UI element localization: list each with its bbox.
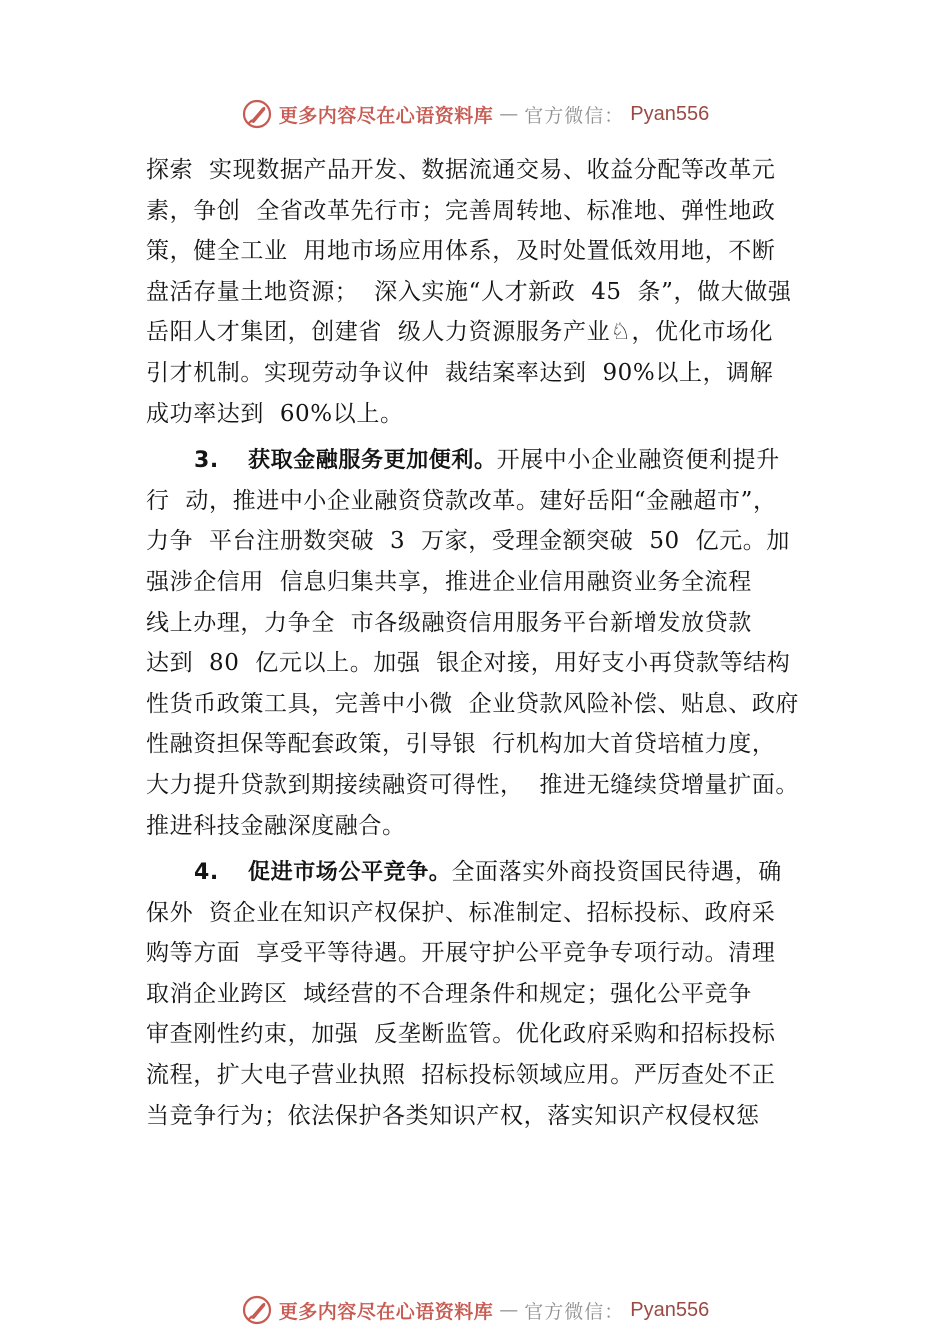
watermark-sub-text: 官方微信：: [524, 1300, 625, 1323]
header-watermark: [0, 96, 950, 132]
text-line: 岳阳人才集团，创建省 级人力资源服务产业♘，优化市场化: [146, 319, 774, 346]
text-line: 性货币政策工具，完善中小微 企业贷款风险补偿、贴息、政府: [146, 690, 800, 717]
document-body: [146, 150, 846, 1136]
text-line: 性融资担保等配套政策，引导银 行机构加大首贷培植力度，: [146, 731, 776, 758]
text-line: 当竞争行为；依法保护各类知识产权，落实知识产权侵权惩: [146, 1102, 760, 1129]
section-3-title: 获取金融服务更加便利。: [248, 448, 497, 474]
section-3-first-text: 开展中小企业融资便利提升: [496, 447, 780, 474]
text-line: 推进科技金融深度融合。: [146, 812, 406, 839]
text-line: 大力提升贷款到期接续融资可得性， 推进无缝续贷增量扩面。: [146, 771, 800, 798]
text-line: 成功率达到 60%以上。: [146, 400, 404, 427]
quill-logo-icon: [241, 98, 273, 130]
text-line: 取消企业跨区 域经营的不合理条件和规定；强化公平竞争: [146, 980, 752, 1007]
text-line: 引才机制。实现劳动争议仲 裁结案率达到 90%以上，调解: [146, 359, 774, 386]
section-4-first-text: 全面落实外商投资国民待遇，确: [451, 859, 782, 886]
watermark-wechat-id: Pyan556: [630, 1298, 710, 1321]
text-line: 行 动，推进中小企业融资贷款改革。建好岳阳“金融超市”，: [146, 487, 777, 514]
quill-logo-icon: [241, 1294, 273, 1326]
text-line: 达到 80 亿元以上。加强 银企对接，用好支小再贷款等结构: [146, 650, 791, 677]
watermark-dash: —: [499, 1299, 519, 1321]
section-3-number: 3.: [194, 448, 219, 474]
text-line: 流程，扩大电子营业执照 招标投标领域应用。严厉查处不正: [146, 1062, 776, 1089]
text-line: 探索 实现数据产品开发、数据流通交易、收益分配等改革元: [146, 157, 776, 183]
watermark-wechat-id: Pyan556: [630, 102, 710, 125]
watermark-main-text: 更多内容尽在心语资料库: [278, 1300, 494, 1323]
text-line: 盘活存量土地资源； 深入实施“人才新政 45 条”，做大做强: [146, 278, 792, 305]
watermark-sub-text: 官方微信：: [524, 104, 625, 127]
text-line: 审查刚性约束，加强 反垄断监管。优化政府采购和招标投标: [146, 1021, 776, 1048]
watermark-dash: —: [499, 103, 519, 125]
text-line: 力争 平台注册数突破 3 万家，受理金额突破 50 亿元。加: [146, 528, 791, 555]
section-3: [146, 440, 846, 846]
text-line: 强涉企信用 信息归集共享，推进企业信用融资业务全流程: [146, 568, 752, 595]
text-line: 保外 资企业在知识产权保护、标准制定、招标投标、政府采: [146, 899, 776, 926]
text-line: 素，争创 全省改革先行市；完善周转地、标准地、弹性地政: [146, 197, 776, 224]
section-4-first-line: [146, 852, 846, 893]
text-line: 线上办理，力争全 市各级融资信用服务平台新增发放贷款: [146, 609, 752, 636]
footer-watermark: [0, 1292, 950, 1328]
section-4-number: 4.: [194, 860, 219, 886]
section-3-first-line: [146, 440, 846, 481]
section-4: [146, 852, 846, 1136]
watermark-main-text: 更多内容尽在心语资料库: [278, 104, 494, 127]
text-line: 购等方面 享受平等待遇。开展守护公平竞争专项行动。清理: [146, 940, 776, 967]
section-4-title: 促进市场公平竞争。: [248, 860, 452, 886]
paragraph-continued: [146, 150, 846, 434]
text-line: 策，健全工业 用地市场应用体系，及时处置低效用地，不断: [146, 238, 776, 265]
